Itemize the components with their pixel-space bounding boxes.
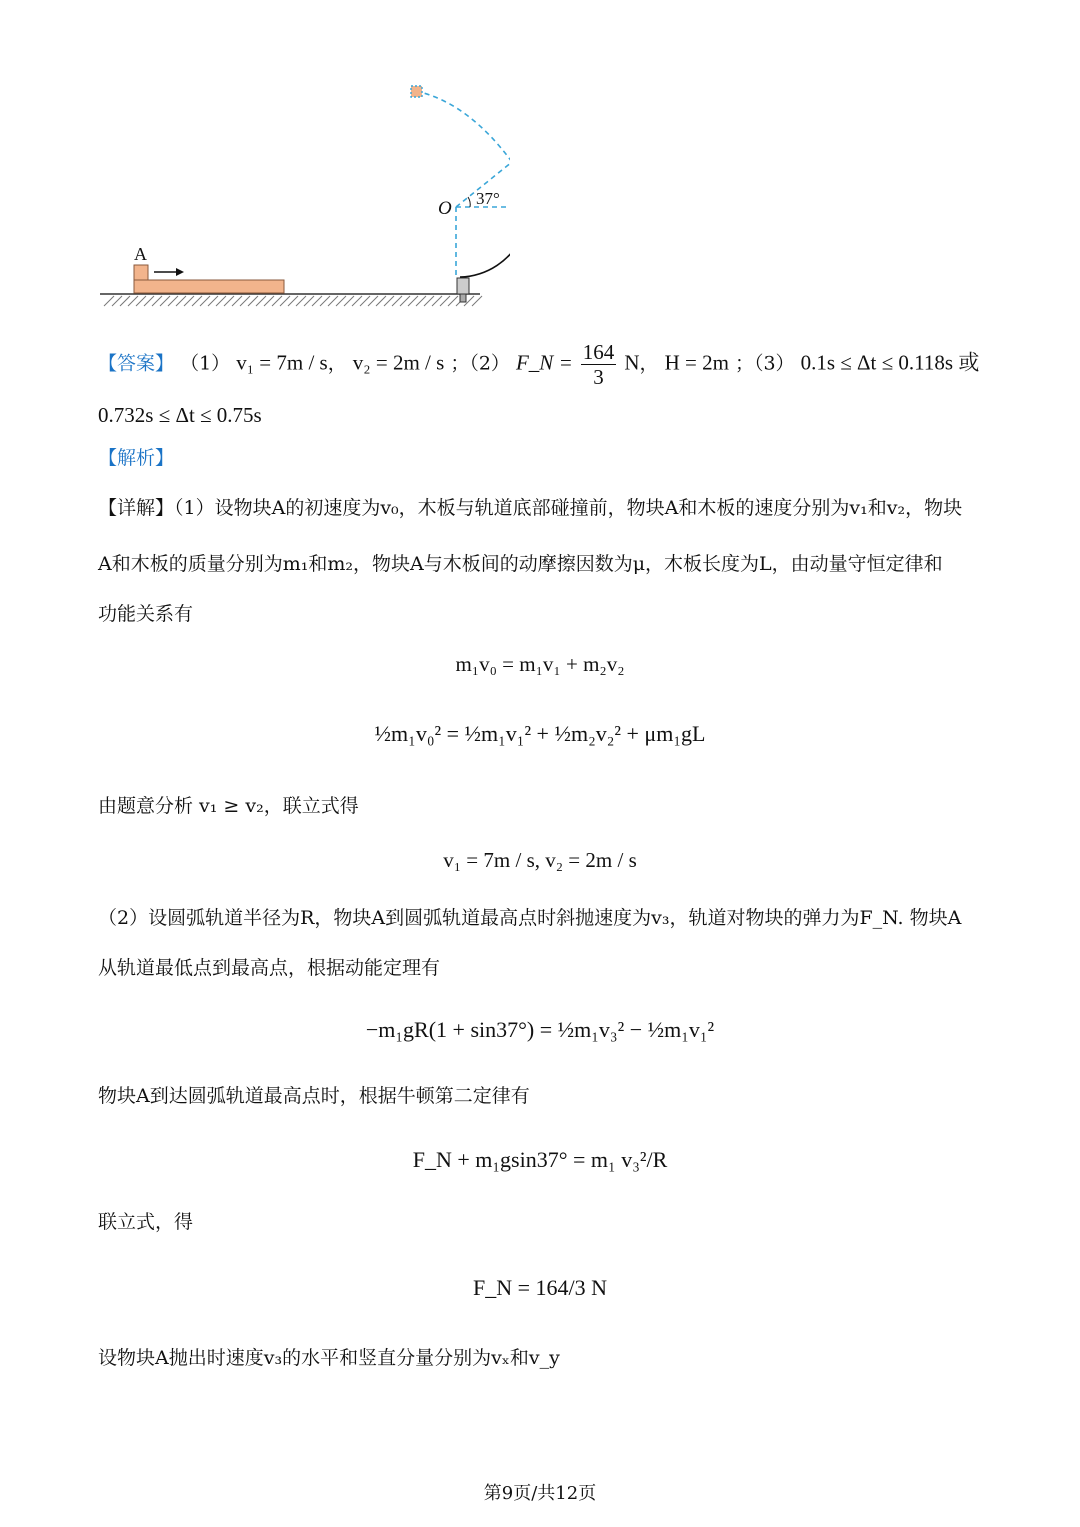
equation-5: F_N + m₁gsin37° = m₁ v₃²/R (412, 1147, 668, 1172)
detail-line-4: 由题意分析 v₁ ≥ v₂，联立式得 (98, 795, 359, 817)
answer-fn-lhs: F_N = (515, 350, 573, 375)
detail-tag: 【详解】 (98, 497, 175, 519)
answer-range-1: 0.1s ≤ Δt ≤ 0.118s 或 (800, 350, 980, 375)
detail-line-6: 从轨道最低点到最高点，根据动能定理有 (98, 957, 441, 979)
angle-label: 37° (476, 189, 500, 208)
detail-line-8: 联立式，得 (98, 1211, 194, 1233)
detail-line-9: 设物块A抛出时速度v₃的水平和竖直分量分别为vₓ和v_y (98, 1347, 560, 1369)
detail-line-5: （2）设圆弧轨道半径为R，物块A到圆弧轨道最高点时斜抛速度为v₃，轨道对物块的弹力为F_N. 物块A (98, 907, 962, 929)
answer-v2: v₂ = 2m / s (352, 350, 445, 375)
analysis-tag: 【解析】 (98, 447, 175, 469)
answer-fn-fraction: $\frac{164}{3}$ (582, 340, 615, 389)
equation-4: −m₁gR(1 + sin37°) = ½m₁v₃² − ½m₁v₁² (365, 1017, 715, 1042)
detail-line-1: 【详解】（1）设物块A的初速度为v₀，木板与轨道底部碰撞前，物块A和木板的速度分别为v₁和v₂，物块 (98, 497, 963, 519)
board (134, 280, 284, 293)
equation-1: m₁v₀ = m₁v₁ + m₂v₂ (455, 652, 625, 676)
block-a (134, 265, 148, 280)
block-a-label: A (134, 244, 147, 264)
origin-label: O (438, 198, 452, 219)
detail-line-3: 功能关系有 (98, 603, 194, 625)
equation-3: v₁ = 7m / s, v₂ = 2m / s (443, 848, 637, 872)
physics-diagram (90, 70, 510, 320)
equation-6: F_N = 164/3 N (472, 1275, 608, 1300)
page-footer: 第9页/共12页 (483, 1483, 597, 1504)
track-base (457, 278, 469, 294)
answer-line-1: 【答案】 （1） v₁ = 7m / s， v₂ = 2m / s ；（2） F_N = $\frac{164}{3}$ N， H = 2m ；（3） 0.1s ≤ Δt ≤ 0.118s 或 (98, 340, 980, 389)
arc-track (460, 162, 510, 277)
projectile-path (420, 92, 510, 162)
detail-line-2: A和木板的质量分别为m₁和m₂，物块A与木板间的动摩擦因数为μ，木板长度为L，由动量守恒定律和 (98, 553, 943, 575)
answer-h: H = 2m (664, 350, 729, 375)
ground (100, 294, 482, 306)
equation-2: ½m₁v₀² = ½m₁v₁² + ½m₂v₂² + μm₁gL (374, 721, 706, 746)
answer-range-2: 0.732s ≤ Δt ≤ 0.75s (98, 403, 262, 427)
projectile-block (411, 86, 422, 97)
answer-v1: v₁ = 7m / s (236, 350, 328, 375)
velocity-arrow-icon (154, 268, 184, 276)
detail-line-7: 物块A到达圆弧轨道最高点时，根据牛顿第二定律有 (98, 1085, 530, 1107)
answer-tag: 【答案】 (98, 352, 175, 375)
